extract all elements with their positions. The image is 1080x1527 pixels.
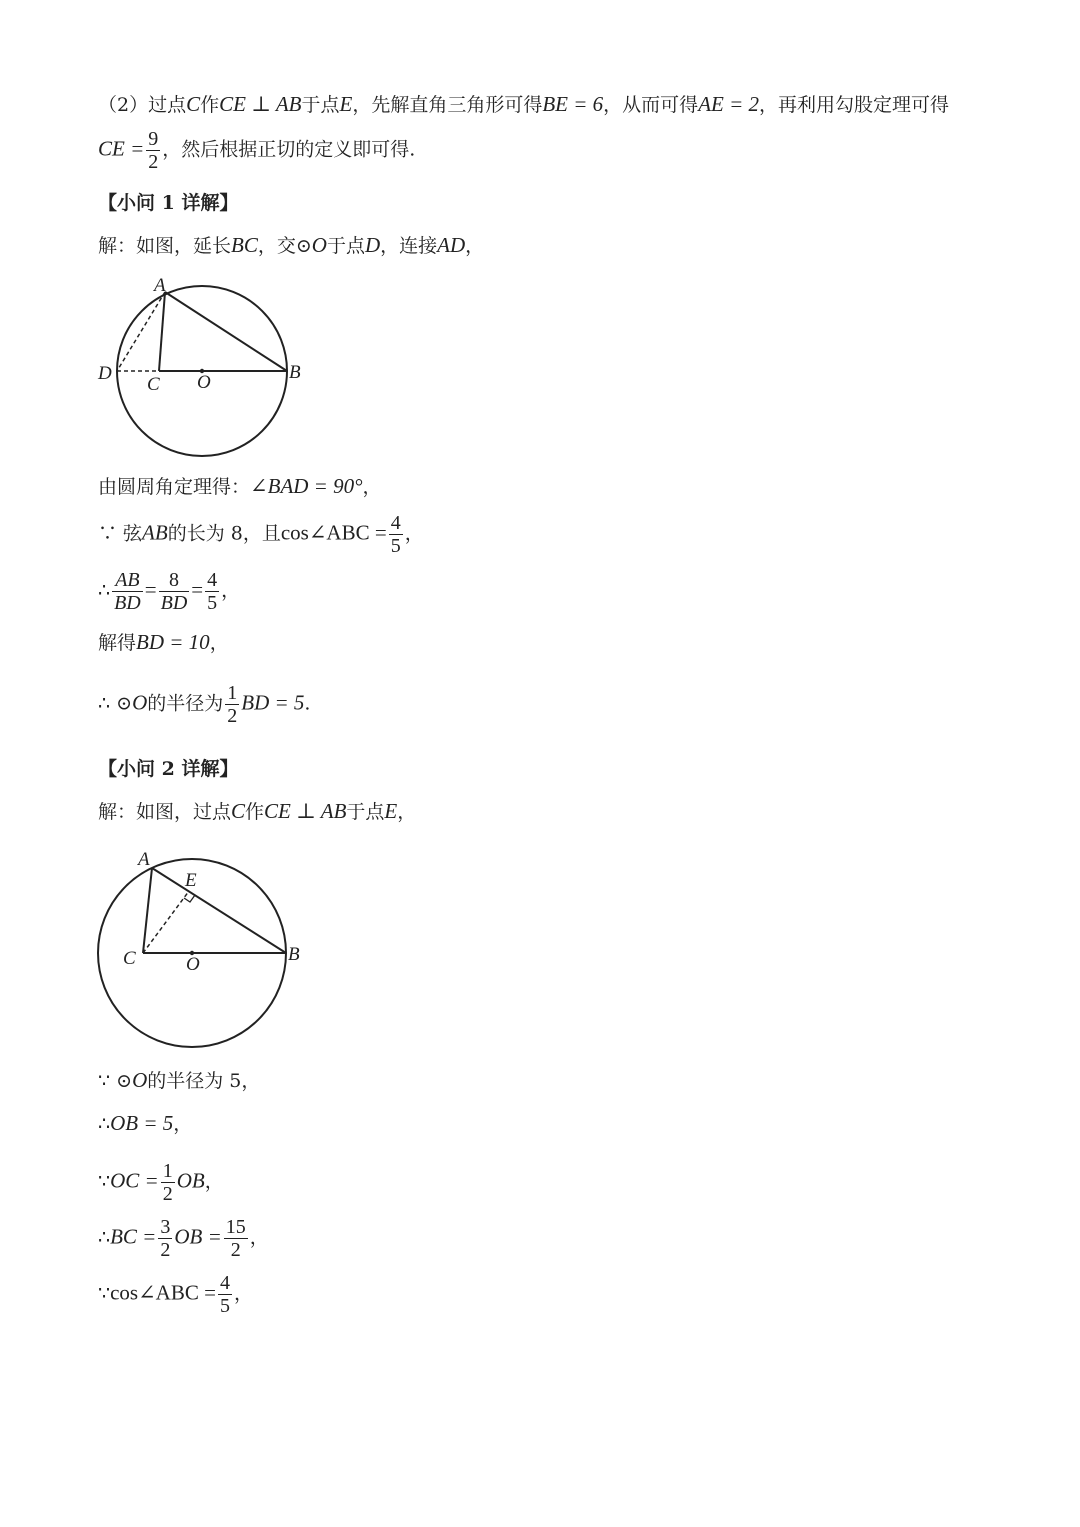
text: ，	[173, 1113, 193, 1135]
intro-line-1	[98, 92, 949, 117]
intro-text: ，然后根据正切的定义即可得.	[162, 138, 416, 161]
math-o: O	[132, 690, 148, 715]
figure-2-circle-diagram	[90, 842, 320, 1052]
fraction-3-2	[158, 1216, 172, 1261]
text: ，连接	[380, 235, 438, 257]
math-oc-eq: OC =	[110, 1168, 159, 1193]
fraction-denominator: 2	[162, 1183, 173, 1205]
text: ，	[465, 235, 485, 257]
intro-text: ，先解直角三角形可得	[352, 94, 543, 116]
intro-line-2	[98, 128, 415, 173]
label-b: B	[288, 944, 300, 965]
fraction-numerator: 1	[227, 682, 238, 704]
math-d: D	[364, 233, 381, 257]
fraction-ab-bd	[112, 569, 143, 614]
fraction-numerator: AB	[112, 569, 143, 592]
because-symbol: ∵	[98, 1170, 111, 1193]
text: 于点	[346, 801, 385, 823]
text: ，	[221, 579, 241, 602]
because-symbol: ∵	[98, 1282, 111, 1305]
math-o: O	[132, 1068, 148, 1092]
intro-text: （2）过点	[98, 94, 187, 116]
segment-ac	[159, 292, 165, 371]
math-cos-abc: cos∠ABC =	[110, 1280, 216, 1305]
segment-ab	[165, 292, 287, 371]
fraction-numerator: 4	[207, 569, 218, 591]
text: ，	[233, 1282, 253, 1305]
part1-step-4	[98, 569, 240, 614]
math-bd-10: BD = 10	[136, 630, 210, 654]
segment-ac	[143, 868, 152, 953]
part1-step-6	[98, 682, 310, 727]
math-ob-5: OB = 5	[110, 1111, 174, 1135]
segment-ab	[152, 868, 286, 953]
part1-step-2	[98, 474, 382, 499]
fraction-denominator: 5	[207, 592, 218, 614]
text: 解：如图，延长	[98, 235, 232, 257]
part1-step-3	[98, 512, 424, 557]
text: 的半径为 5，	[147, 1070, 261, 1092]
fraction-4-5	[218, 1272, 232, 1317]
math-o: O	[311, 233, 327, 257]
intro-text: ，再利用勾股定理可得	[759, 94, 950, 116]
text: ，交⊙	[257, 235, 312, 257]
text: ，	[209, 632, 229, 654]
segment-ad-dashed	[117, 292, 165, 371]
text: .	[304, 692, 311, 715]
text: ，	[204, 1170, 224, 1193]
therefore-symbol: ∴	[98, 579, 111, 602]
math-ce-perp-ab: CE ⊥ AB	[264, 799, 347, 823]
fraction-denominator: BD	[114, 592, 141, 614]
fraction-numerator: 15	[225, 1216, 246, 1238]
math-ce-eq: CE =	[98, 136, 145, 161]
fraction-denominator: 2	[230, 1239, 241, 1261]
part2-step-3	[98, 1111, 192, 1136]
math-ae-2: AE = 2	[698, 92, 760, 116]
math-bc-eq: BC =	[110, 1224, 157, 1249]
fraction-numerator: 4	[219, 1272, 230, 1294]
fraction-4-5	[205, 569, 219, 614]
math-angle-bad: ∠BAD = 90°	[250, 474, 363, 498]
math-bc: BC	[231, 233, 258, 257]
text: 的半径为	[147, 692, 224, 715]
part1-step-1	[98, 233, 484, 258]
math-bd-5: BD = 5	[241, 690, 305, 715]
text: 于点	[326, 235, 365, 257]
fraction-denominator: 2	[148, 151, 159, 173]
label-a: A	[138, 849, 150, 870]
text: 的长为 8，且	[167, 522, 281, 545]
text: ，	[397, 801, 417, 823]
fraction-1-2	[161, 1160, 175, 1205]
label-c: C	[123, 948, 136, 969]
math-ad: AD	[437, 233, 466, 257]
therefore-symbol: ∴	[98, 1226, 111, 1249]
intro-text: 作	[200, 94, 220, 116]
fraction-15-2	[224, 1216, 248, 1261]
figure-1-circle-diagram	[90, 270, 320, 470]
fraction-denominator: 2	[227, 705, 238, 727]
fraction-9-2	[146, 128, 160, 173]
text: ∴ ⊙	[98, 692, 133, 715]
part2-step-2	[98, 1068, 260, 1093]
label-c: C	[147, 374, 160, 395]
label-d: D	[98, 363, 112, 384]
math-c: C	[231, 799, 246, 823]
label-a: A	[154, 275, 166, 296]
part2-step-6	[98, 1272, 253, 1317]
math-cos-abc: cos∠ABC =	[280, 520, 387, 545]
text: 解：如图，过点	[98, 801, 232, 823]
text: 由圆周角定理得：	[98, 476, 251, 498]
fraction-denominator: BD	[160, 592, 188, 614]
intro-text: 于点	[301, 94, 340, 116]
fraction-8-bd	[159, 569, 190, 614]
fraction-4-5	[389, 512, 403, 557]
label-o: O	[197, 372, 211, 393]
therefore-symbol: ∴	[98, 1113, 111, 1135]
part2-heading: 【小问 2 详解】	[98, 758, 239, 780]
fraction-denominator: 5	[219, 1295, 230, 1317]
label-b: B	[289, 362, 301, 383]
text: 作	[245, 801, 265, 823]
fraction-1-2	[225, 682, 239, 727]
text: 解得	[98, 632, 137, 654]
fraction-numerator: 3	[160, 1216, 171, 1238]
text: ，	[249, 1226, 269, 1249]
fraction-numerator: 8	[159, 569, 190, 592]
fraction-denominator: 5	[390, 535, 401, 557]
part1-step-5	[98, 630, 229, 655]
equals-sign: =	[191, 577, 204, 602]
text: ∵ 弦	[98, 522, 143, 545]
label-o: O	[186, 954, 200, 975]
segment-ce-dashed	[143, 891, 189, 953]
fraction-denominator: 2	[160, 1239, 171, 1261]
math-e: E	[384, 799, 398, 823]
math-ob: OB	[176, 1168, 205, 1193]
text: ∵ ⊙	[98, 1070, 133, 1092]
math-point-c: C	[186, 92, 201, 116]
math-ab: AB	[142, 520, 168, 545]
equals-sign: =	[144, 577, 157, 602]
fraction-numerator: 1	[162, 1160, 173, 1182]
part1-heading: 【小问 1 详解】	[98, 192, 239, 214]
text: ，	[362, 476, 382, 498]
math-be-6: BE = 6	[542, 92, 604, 116]
math-ob-eq: OB =	[174, 1224, 222, 1249]
math-point-e: E	[339, 92, 353, 116]
intro-text: ，从而可得	[603, 94, 699, 116]
part2-step-1	[98, 799, 416, 824]
fraction-numerator: 4	[390, 512, 401, 534]
text: ，	[404, 522, 424, 545]
part2-step-5	[98, 1216, 269, 1261]
fraction-numerator: 9	[148, 128, 159, 150]
math-ce-perp-ab: CE ⊥ AB	[219, 92, 302, 116]
part2-step-4	[98, 1160, 224, 1205]
label-e: E	[185, 870, 197, 891]
